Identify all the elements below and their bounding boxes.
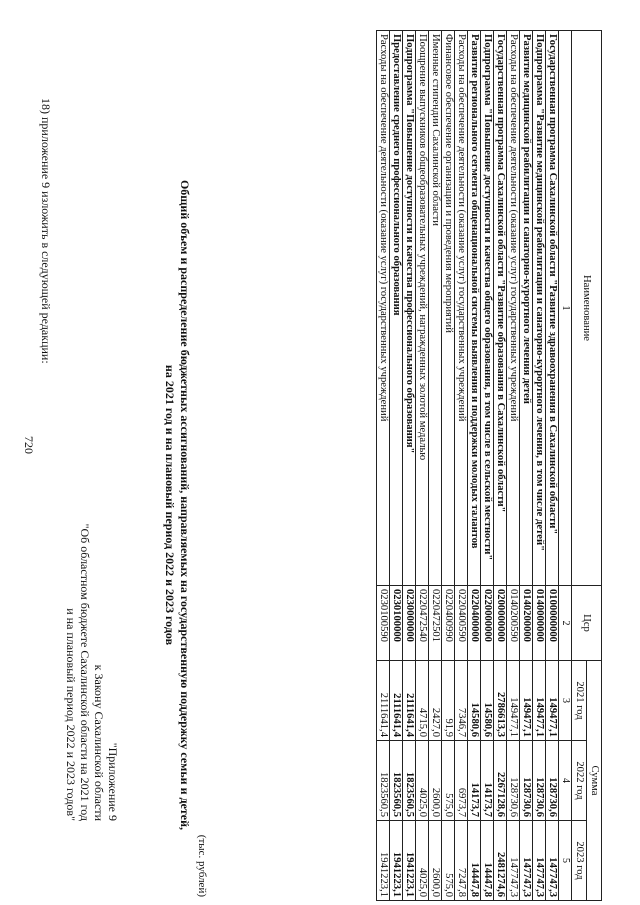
table-row [494, 31, 507, 901]
cell-y2023: 7247,8 [455, 821, 468, 901]
cell-y2023: 1941223,1 [377, 821, 390, 901]
cell-y2023: 147747,3 [520, 821, 533, 901]
cell-y2023: 147747,3 [507, 821, 520, 901]
cell-name: Поощрение выпускников общеобразовательных учреждений, награжденных золотой медалью [416, 31, 429, 586]
cell-code: 0220472501 [429, 586, 442, 661]
table-row [546, 31, 559, 901]
page-number: 720 [22, 436, 36, 454]
cell-name: Финансовое обеспечение организации и проведения мероприятий [442, 31, 455, 586]
cell-y2023: 575,0 [442, 821, 455, 901]
cell-y2021: 2427,0 [429, 661, 442, 741]
cell-y2022: 128730,6 [546, 741, 559, 821]
table-row [507, 31, 520, 901]
header-name: Наименование [572, 31, 602, 586]
cell-y2022: 1823560,5 [403, 741, 416, 821]
header-2023: 2023 год [572, 821, 587, 901]
cell-name: Расходы на обеспечение деятельности (оказание услуг) государственных учреждений [377, 31, 390, 586]
cell-name: Подпрограмма "Повышение доступности и качества профессионального образования" [403, 31, 416, 586]
table-row [377, 31, 390, 901]
cell-code: 0200000000 [494, 586, 507, 661]
table-row [416, 31, 429, 901]
cell-name: Развитие медицинской реабилитации и санаторно-курортного лечения детей [520, 31, 533, 586]
cell-name: Именные стипендии Сахалинской области [429, 31, 442, 586]
appendix-line-2: к Закону Сахалинской области [92, 664, 106, 821]
title-line-1: Общий объем и распределение бюджетных ассигнований, направляемых на государственную поддержку семьи и детей, [178, 179, 192, 831]
table-row [533, 31, 546, 901]
cell-y2022: 14173,7 [481, 741, 494, 821]
cell-code: 0220472540 [416, 586, 429, 661]
cell-code: 0230100590 [377, 586, 390, 661]
col-number-4: 4 [559, 741, 572, 821]
cell-code: 0220000000 [481, 586, 494, 661]
cell-y2022: 2600,0 [429, 741, 442, 821]
cell-y2023: 2481274,6 [494, 821, 507, 901]
cell-y2023: 1941223,1 [403, 821, 416, 901]
cell-code: 0230000000 [403, 586, 416, 661]
document-title [162, 155, 192, 855]
table-row [520, 31, 533, 901]
cell-y2021: 14580,6 [481, 661, 494, 741]
intro-line: 18) приложение 9 изложить в следующей редакции: [39, 98, 53, 364]
cell-y2022: 575,0 [442, 741, 455, 821]
cell-name: Подпрограмма "Повышение доступности и качества общего образования, в том числе в сельской местности" [481, 31, 494, 586]
cell-y2021: 91,9 [442, 661, 455, 741]
cell-name: Развитие регионального сегмента общенациональной системы выявления и поддержки молодых талантов [468, 31, 481, 586]
cell-y2023: 1941223,1 [390, 821, 403, 901]
cell-y2022: 14173,7 [468, 741, 481, 821]
cell-y2021: 149477,1 [546, 661, 559, 741]
title-line-2: на 2021 год и на плановый период 2022 и 2023 годов [163, 364, 177, 646]
cell-name: Расходы на обеспечение деятельности (оказание услуг) государственных учреждений [455, 31, 468, 586]
table-row [429, 31, 442, 901]
cell-y2023: 2600,0 [429, 821, 442, 901]
header-sum: Сумма [587, 661, 602, 901]
cell-code: 0220400990 [442, 586, 455, 661]
table-row [468, 31, 481, 901]
cell-code: 0220400590 [455, 586, 468, 661]
table-row [455, 31, 468, 901]
cell-code: 0140200000 [520, 586, 533, 661]
cell-y2021: 2786613,3 [494, 661, 507, 741]
header-2021: 2021 год [572, 661, 587, 741]
units-label: (тыс. рублей) [196, 834, 208, 897]
cell-name: Государственная программа Сахалинской области "Развитие здравоохранения в Сахалинской области" [546, 31, 559, 586]
cell-code: 0230100000 [390, 586, 403, 661]
cell-y2022: 128730,6 [533, 741, 546, 821]
cell-y2022: 2267128,6 [494, 741, 507, 821]
header-2022: 2022 год [572, 741, 587, 821]
table-row [481, 31, 494, 901]
appendix-note [64, 461, 120, 821]
table-row [390, 31, 403, 901]
cell-y2022: 6973,7 [455, 741, 468, 821]
cell-y2022: 128730,6 [507, 741, 520, 821]
cell-y2021: 149477,1 [520, 661, 533, 741]
cell-y2023: 147747,3 [533, 821, 546, 901]
cell-name: Предоставление среднего профессионального образования [390, 31, 403, 586]
col-number-2: 2 [559, 586, 572, 661]
cell-y2021: 2111641,4 [403, 661, 416, 741]
cell-y2021: 2111641,4 [377, 661, 390, 741]
cell-y2023: 4025,0 [416, 821, 429, 901]
cell-y2021: 149477,1 [533, 661, 546, 741]
appendix-line-3: "Об областном бюджете Сахалинской области на 2021 год [78, 523, 92, 821]
table-row [442, 31, 455, 901]
cell-name: Расходы на обеспечение деятельности (оказание услуг) государственных учреждений [507, 31, 520, 586]
cell-y2023: 147747,3 [546, 821, 559, 901]
col-number-3: 3 [559, 661, 572, 741]
cell-code: 0100000000 [546, 586, 559, 661]
cell-code: 0140200590 [507, 586, 520, 661]
cell-name: Государственная программа Сахалинской области "Развитие образования в Сахалинской области" [494, 31, 507, 586]
col-number-1: 1 [559, 31, 572, 586]
appendix-line-1: "Приложение 9 [106, 742, 120, 821]
appendix-line-4: и на плановый период 2022 и 2023 годов" [64, 608, 78, 821]
cell-code: 0220400000 [468, 586, 481, 661]
col-number-5: 5 [559, 821, 572, 901]
cell-y2022: 1823560,5 [377, 741, 390, 821]
cell-y2023: 14447,8 [481, 821, 494, 901]
cell-y2022: 1823560,5 [390, 741, 403, 821]
cell-y2021: 7346,7 [455, 661, 468, 741]
budget-table [376, 30, 602, 901]
table-row [403, 31, 416, 901]
cell-y2022: 128730,6 [520, 741, 533, 821]
cell-name: Подпрограмма "Развитие медицинской реабилитации и санаторно-курортного лечения, в том числе детей" [533, 31, 546, 586]
cell-y2021: 14580,6 [468, 661, 481, 741]
cell-y2023: 14447,8 [468, 821, 481, 901]
header-code: Цср [572, 586, 602, 661]
cell-y2022: 4025,0 [416, 741, 429, 821]
cell-y2021: 2111641,4 [390, 661, 403, 741]
cell-code: 0140000000 [533, 586, 546, 661]
cell-y2021: 149477,1 [507, 661, 520, 741]
cell-y2021: 4715,0 [416, 661, 429, 741]
